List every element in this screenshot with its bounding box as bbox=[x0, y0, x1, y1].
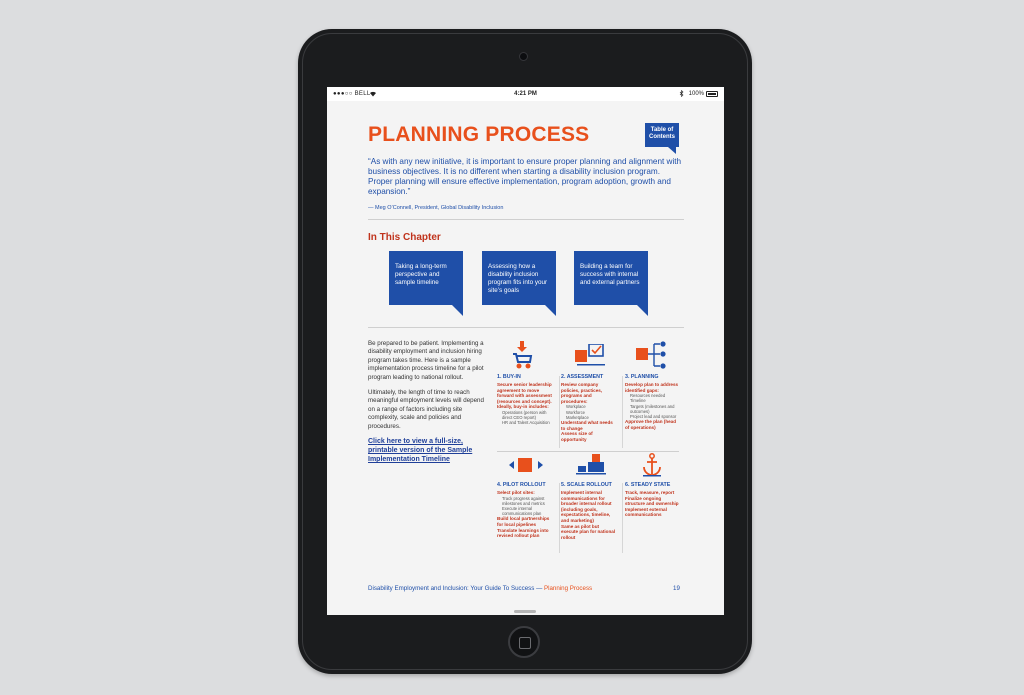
org-chart-icon bbox=[634, 341, 668, 369]
blocks-icon bbox=[574, 453, 608, 475]
page-number: 19 bbox=[673, 585, 680, 592]
home-button[interactable] bbox=[508, 626, 540, 658]
step-title: 5. SCALE ROLLOUT bbox=[561, 482, 612, 488]
steps-divider bbox=[497, 451, 679, 452]
status-bar bbox=[327, 87, 724, 101]
chapter-item-label: Building a team for success with internal and external partners bbox=[580, 263, 640, 286]
timeline-link[interactable]: Click here to view a full-size, printable version of the Sample Implementation Timeline bbox=[368, 438, 473, 463]
step-bullet: Operations (person with direct CEO report) bbox=[502, 409, 547, 421]
step-text: Build local partnerships for local pipelines bbox=[497, 516, 550, 527]
step-bullet: Workplace bbox=[566, 404, 586, 410]
status-time: 4:21 PM bbox=[514, 91, 537, 97]
arrows-icon bbox=[508, 456, 544, 474]
step-separator bbox=[622, 376, 623, 448]
step-text: Translate learnings into revised rollout plan bbox=[497, 527, 549, 539]
divider bbox=[368, 327, 684, 328]
step-text: Approve the plan (head of operations) bbox=[625, 419, 677, 430]
step-text: Implement internal communications for broader internal rollout (including goals, expectations, timeline, and marketing) bbox=[561, 490, 612, 523]
step-text: Assess size of opportunity bbox=[561, 431, 593, 442]
step-title: 3. PLANNING bbox=[625, 374, 659, 380]
step-title: 4. PILOT ROLLOUT bbox=[497, 482, 546, 488]
chapter-heading: In This Chapter bbox=[368, 232, 441, 243]
footer-text: Disability Employment and Inclusion: Your Guide To Success — bbox=[368, 585, 544, 592]
page-scroll-indicator[interactable] bbox=[514, 610, 536, 613]
chapter-item-label: Assessing how a disability inclusion program fits into your site’s goals bbox=[488, 263, 548, 294]
step-text: Develop plan to address identified gaps: bbox=[625, 382, 679, 393]
toc-label-line2: Contents bbox=[649, 134, 675, 140]
quote-attribution: — Meg O’Connell, President, Global Disability Inclusion bbox=[368, 205, 504, 211]
toc-label-line1: Table of bbox=[650, 127, 674, 133]
footer-section: Planning Process bbox=[543, 585, 593, 592]
checklist-icon bbox=[573, 344, 609, 368]
step-planning bbox=[625, 374, 681, 430]
step-title: 1. BUY-IN bbox=[497, 374, 521, 380]
step-text: Select pilot sites: bbox=[497, 490, 535, 495]
step-buy-in bbox=[497, 374, 553, 426]
step-text: Track, measure, report bbox=[625, 490, 675, 495]
step-assessment bbox=[561, 374, 617, 442]
step-bullet: Marketplace bbox=[566, 414, 589, 420]
chapter-item-3[interactable] bbox=[574, 251, 648, 305]
anchor-icon bbox=[641, 453, 663, 477]
cart-icon bbox=[511, 341, 533, 369]
step-bullet: Track progress against milestones and metrics bbox=[502, 495, 545, 506]
step-text: Finalize ongoing structure and ownership bbox=[625, 495, 679, 507]
step-bullet: Resources needed bbox=[630, 393, 666, 399]
intro-quote: “As with any new initiative, it is important to ensure proper planning and alignment with business objectives. It is no different when starting a disability inclusion program. Proper planning will ensure effective implementation, program adoption, growth and expansion.” bbox=[368, 157, 682, 196]
step-steady-state bbox=[625, 482, 681, 518]
battery-percent: 100% bbox=[688, 91, 704, 97]
step-bullet: HR and Talent Acquisition bbox=[502, 420, 550, 426]
step-title: 2. ASSESSMENT bbox=[561, 374, 604, 380]
step-bullet: Workforce bbox=[566, 409, 586, 415]
tablet-screen bbox=[327, 87, 724, 615]
step-separator bbox=[622, 483, 623, 553]
step-text: Understand what needs to change bbox=[561, 419, 613, 431]
step-separator bbox=[559, 483, 560, 553]
step-text: Implement external communications bbox=[625, 506, 667, 518]
body-paragraph-2: Ultimately, the length of time to reach meaningful employment levels will depend on a range of factors including site complexity, scale and policies and procedures. bbox=[368, 389, 484, 430]
step-text: Secure senior leadership agreement to move forward with assessment (resources and concept). Ideally, buy-in includes: bbox=[497, 382, 552, 410]
step-bullet: Project lead and sponsor bbox=[630, 414, 677, 419]
step-pilot-rollout bbox=[497, 482, 553, 539]
page-footer bbox=[368, 585, 592, 592]
chapter-item-1[interactable] bbox=[389, 251, 463, 305]
bluetooth-icon bbox=[679, 90, 684, 97]
body-paragraph-1: Be prepared to be patient. Implementing a disability employment and inclusion hiring program takes time. Here is a sample implementation process timeline for a pilot program leading to national rollout. bbox=[368, 340, 484, 381]
step-separator bbox=[559, 376, 560, 448]
camera-icon bbox=[519, 52, 528, 61]
step-bullet: Execute internal communications plan bbox=[502, 506, 542, 517]
step-text: Review company policies, practices, programs and procedures: bbox=[561, 382, 603, 404]
step-scale-rollout bbox=[561, 482, 617, 540]
chapter-item-label: Taking a long-term perspective and sample timeline bbox=[395, 263, 447, 286]
step-title: 6. STEADY STATE bbox=[625, 482, 671, 488]
ebook-page bbox=[327, 101, 724, 615]
page-title: PLANNING PROCESS bbox=[368, 123, 590, 146]
step-bullet: Targets (milestones and outcomes) bbox=[630, 403, 675, 414]
chapter-item-2[interactable] bbox=[482, 251, 556, 305]
battery-icon bbox=[706, 91, 718, 97]
step-text: Same as pilot but execute plan for national rollout bbox=[561, 523, 616, 540]
step-bullet: Timeline bbox=[630, 398, 646, 404]
divider bbox=[368, 219, 684, 220]
table-of-contents-button[interactable] bbox=[645, 123, 679, 147]
carrier-label: ●●●○○ BELL bbox=[333, 91, 371, 97]
